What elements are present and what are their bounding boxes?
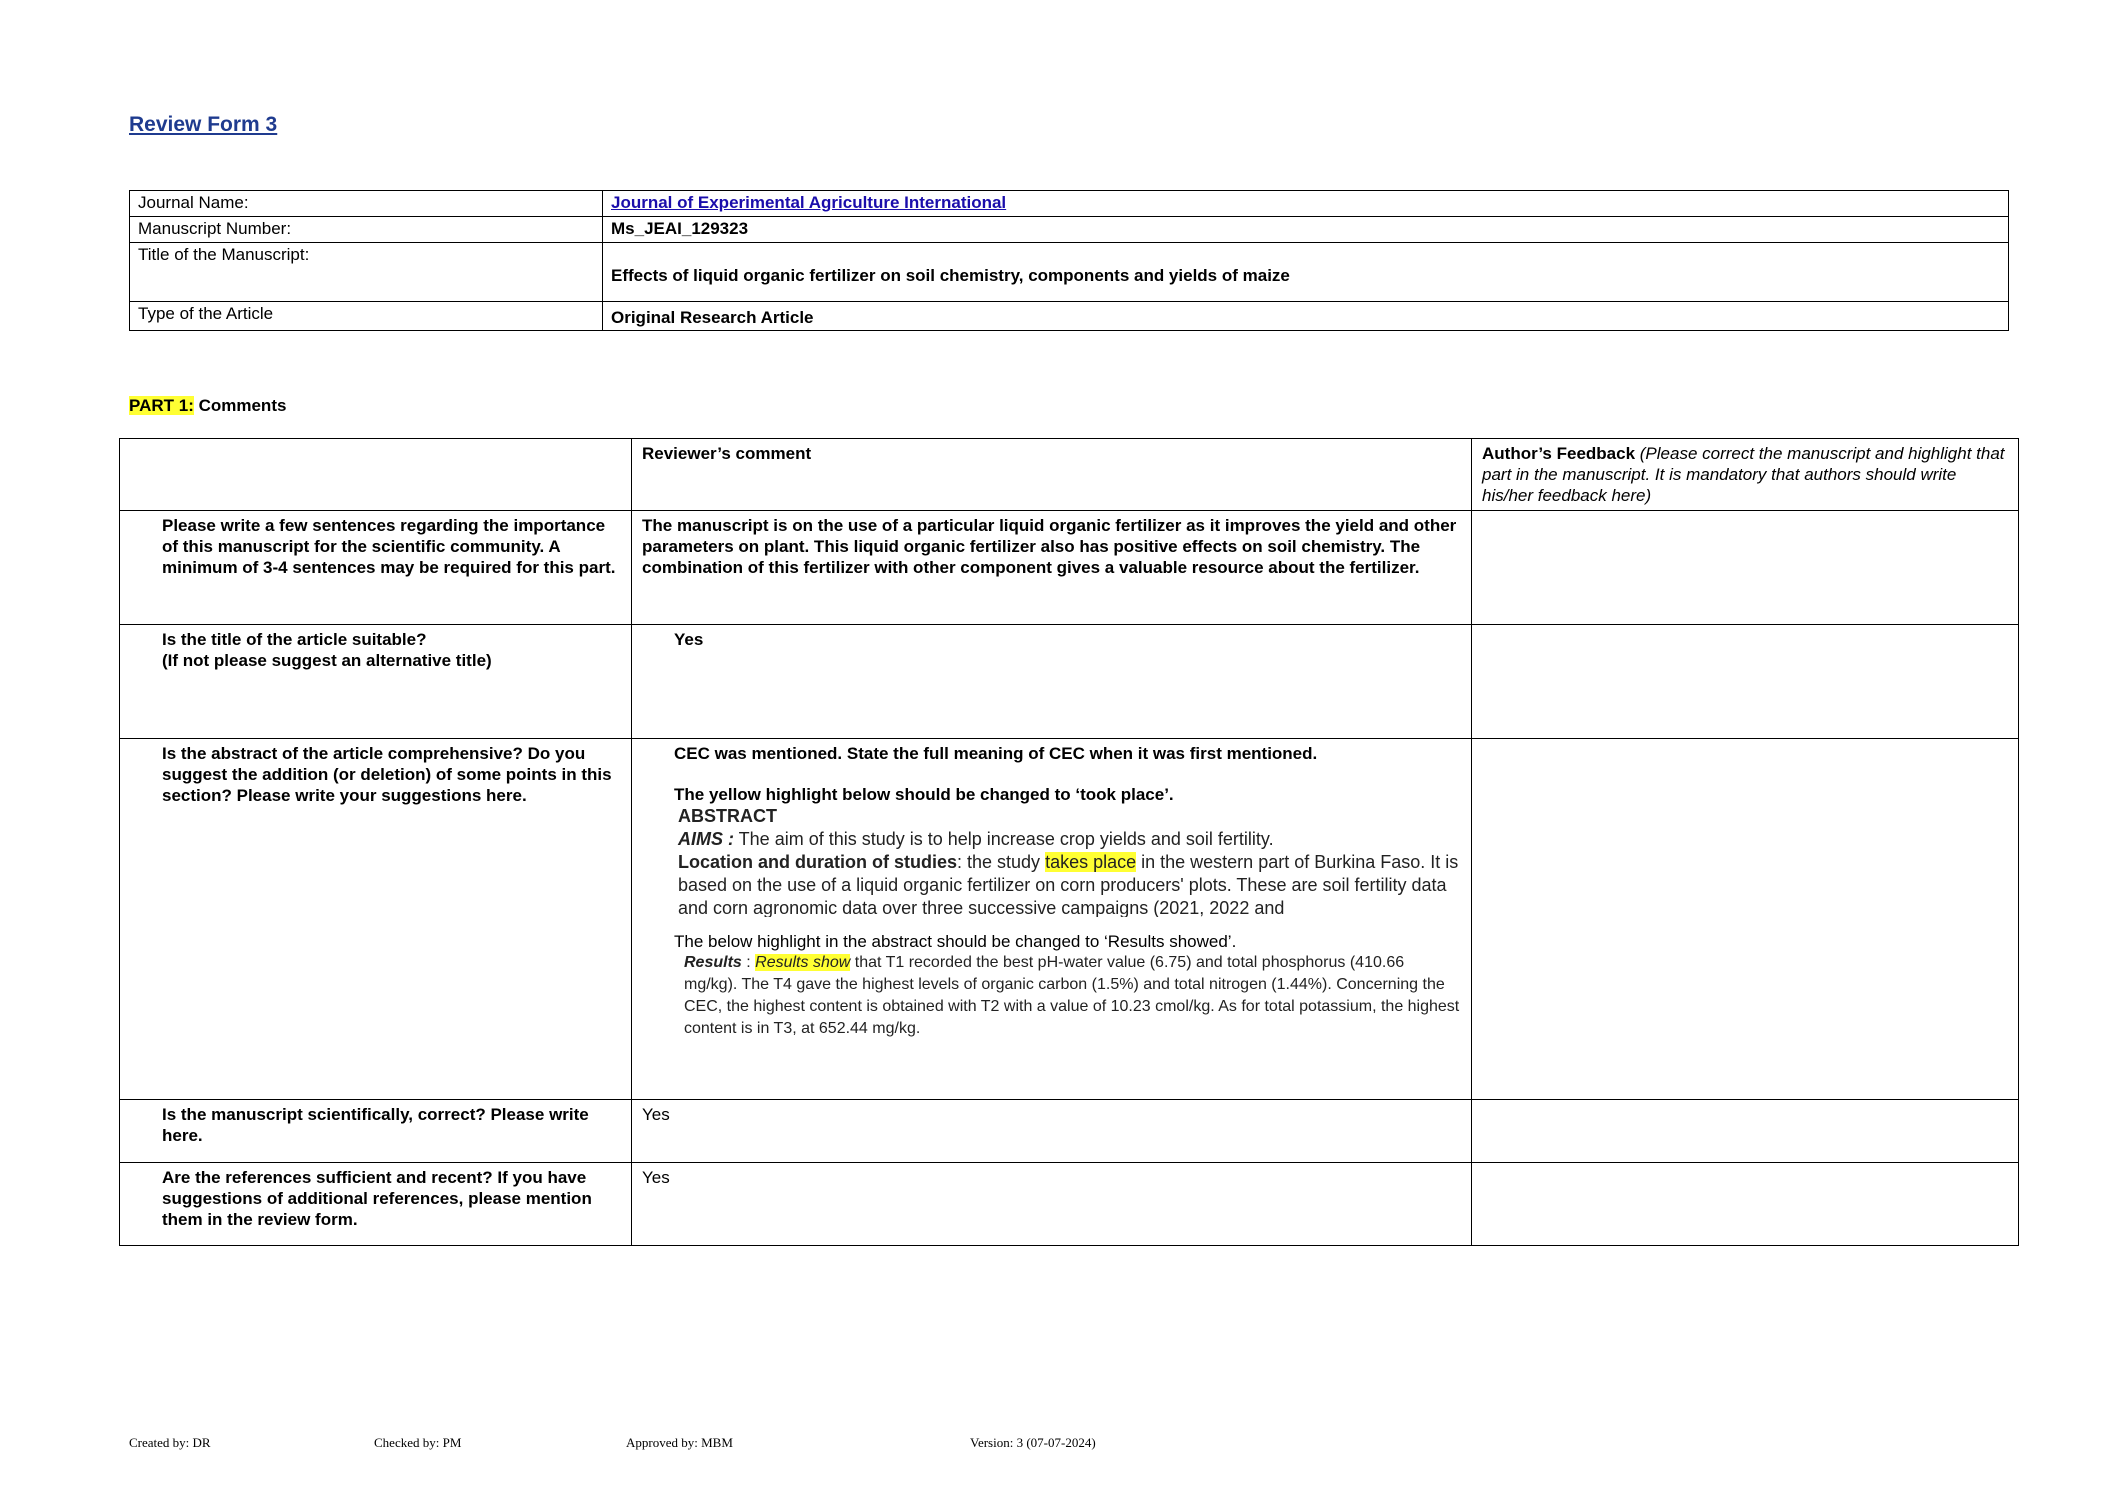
- table-row: [120, 439, 2019, 511]
- table-row: [120, 511, 2019, 625]
- table-row: [120, 1100, 2019, 1163]
- manuscript-title-value: [603, 243, 2009, 302]
- footer-approved: Approved by: MBM: [626, 1435, 733, 1450]
- part-text: Comments: [193, 396, 287, 415]
- article-type-value: Original Research Article: [603, 302, 2009, 331]
- table-row: [130, 302, 2009, 331]
- reviewer-comment-header: Reviewer’s comment: [632, 439, 1472, 511]
- answer-yes: Yes: [674, 630, 704, 649]
- question-abstract: Is the abstract of the article comprehensive? Do you suggest the addition (or deletion) of some points in this section? Please write your suggestions here.: [120, 739, 632, 1100]
- results-label: Results: [684, 954, 742, 971]
- table-row: [120, 1163, 2019, 1246]
- journal-label: Journal Name:: [130, 191, 603, 217]
- question-title: [120, 625, 632, 739]
- author-feedback-abstract[interactable]: [1472, 739, 2019, 1100]
- table-row: [130, 191, 2009, 217]
- footer-version: Version: 3 (07-07-2024): [970, 1435, 1096, 1450]
- journal-value: [603, 191, 2009, 217]
- manuscript-title-label: Title of the Manuscript:: [130, 243, 603, 302]
- comment-results-showed: The below highlight in the abstract should be changed to ‘Results showed’.: [674, 932, 1237, 951]
- manuscript-number-label: Manuscript Number:: [130, 217, 603, 243]
- part-heading: [129, 396, 286, 416]
- part-label: PART 1:: [129, 396, 194, 415]
- table-row: [130, 243, 2009, 302]
- reviewer-comment-abstract: [632, 739, 1472, 1100]
- question-scientific: Is the manuscript scientifically, correct? Please write here.: [120, 1100, 632, 1163]
- comment-cec: CEC was mentioned. State the full meaning of CEC when it was first mentioned.: [674, 744, 1318, 763]
- article-type-label: Type of the Article: [130, 302, 603, 331]
- aims-text: The aim of this study is to help increase crop yields and soil fertility.: [734, 829, 1274, 849]
- empty-header-cell: [120, 439, 632, 511]
- table-row: [120, 625, 2019, 739]
- location-text-1: : the study: [957, 852, 1046, 872]
- author-feedback-scientific[interactable]: [1472, 1100, 2019, 1163]
- question-title-line2: (If not please suggest an alternative title): [162, 651, 492, 670]
- reviewer-comment-scientific: Yes: [632, 1100, 1472, 1163]
- table-row: [120, 739, 2019, 1100]
- manuscript-title-text: Effects of liquid organic fertilizer on soil chemistry, components and yields of maize: [611, 266, 1290, 285]
- author-feedback-instructions: (Please correct the manuscript and highlight that part in the manuscript. It is mandatory that authors should write his/her feedback here): [1482, 444, 2005, 505]
- question-references: Are the references sufficient and recent? If you have suggestions of additional references, please mention them in the review form.: [120, 1163, 632, 1246]
- author-feedback-references[interactable]: [1472, 1163, 2019, 1246]
- manuscript-info-table: [129, 190, 2009, 331]
- results-text: that T1 recorded the best pH-water value (6.75) and total phosphorus (410.66 mg/kg). The T4 gave the highest levels of organic carbon (1.5%) and total nitrogen (1.44%). Concerning the CEC, the highest content is obtained with T2 with a value of 10.23 cmol/kg. As for total potassium, the highest content is in T3, at 652.44 mg/kg.: [684, 954, 1460, 1037]
- comment-took-place: The yellow highlight below should be changed to ‘took place’.: [674, 785, 1174, 804]
- question-title-line1: Is the title of the article suitable?: [162, 630, 427, 649]
- aims-label: AIMS :: [678, 829, 734, 849]
- page-title: Review Form 3: [129, 113, 278, 136]
- results-excerpt: [642, 952, 1461, 1040]
- author-feedback-importance[interactable]: [1472, 511, 2019, 625]
- location-text-2: in the western part of Burkina Faso. It is based on the use of a liquid organic fertilizer on corn producers' plots. These are soil fertility data and corn agronomic data over three successive campaigns (2021, 2022 and: [678, 852, 1459, 917]
- question-importance: Please write a few sentences regarding the importance of this manuscript for the scientific community. A minimum of 3-4 sentences may be required for this part.: [120, 511, 632, 625]
- author-feedback-title: Author’s Feedback: [1482, 444, 1636, 463]
- reviewer-comment-title: [632, 625, 1472, 739]
- reviewer-comment-references: Yes: [632, 1163, 1472, 1246]
- author-feedback-header: [1472, 439, 2019, 511]
- results-highlight: Results show: [755, 954, 851, 971]
- abstract-location: [678, 851, 1461, 917]
- author-feedback-title[interactable]: [1472, 625, 2019, 739]
- abstract-excerpt: [642, 805, 1461, 917]
- abstract-aims: [678, 828, 1461, 851]
- manuscript-number-value: Ms_JEAI_129323: [603, 217, 2009, 243]
- location-label: Location and duration of studies: [678, 852, 957, 872]
- comments-table: [119, 438, 2019, 1246]
- location-highlight: takes place: [1045, 852, 1137, 872]
- footer-checked: Checked by: PM: [374, 1435, 462, 1450]
- table-row: [130, 217, 2009, 243]
- abstract-heading: ABSTRACT: [678, 806, 777, 826]
- footer-created: Created by: DR: [129, 1435, 211, 1450]
- reviewer-comment-importance: The manuscript is on the use of a particular liquid organic fertilizer as it improves the yield and other parameters on plant. This liquid organic fertilizer also has positive effects on soil chemistry. The combination of this fertilizer with other component gives a valuable resource about the fertilizer.: [632, 511, 1472, 625]
- journal-link[interactable]: Journal of Experimental Agriculture International: [611, 193, 1007, 212]
- results-colon: :: [741, 954, 756, 971]
